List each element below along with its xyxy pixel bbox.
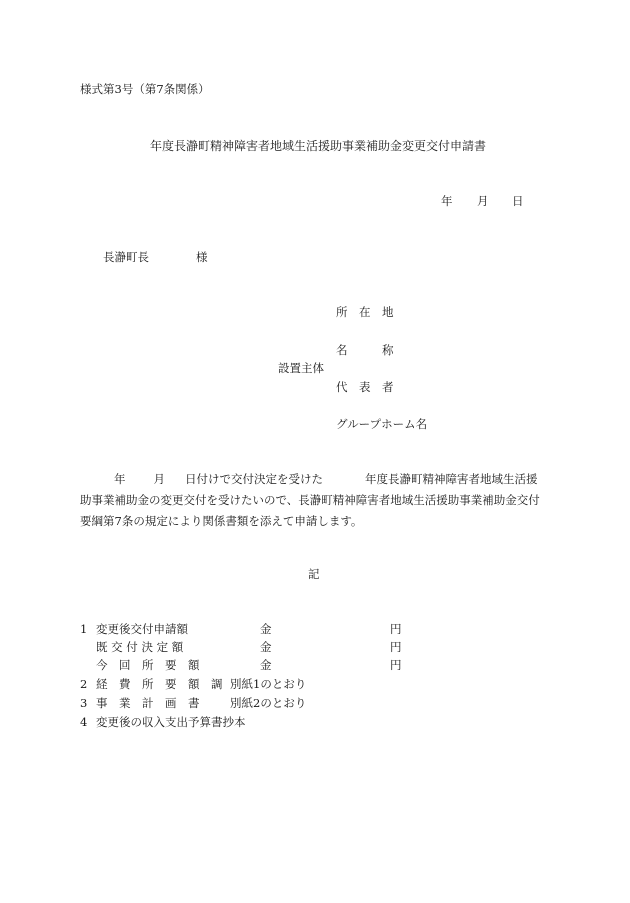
item-3-number: 3 [80,696,88,710]
date-year-label: 年 [441,194,453,208]
ki-heading: 記 [308,567,320,581]
address-label: 所 在 地 [336,305,394,319]
item-1-label: 変更後交付申請額 [96,622,188,636]
name-label: 名 称 [336,343,394,357]
body-text-1: 日付けで交付決定を受けた [185,472,323,486]
document-title: 年度長瀞町精神障害者地域生活援助事業補助金変更交付申請書 [150,139,487,153]
body-month: 月 [153,472,165,486]
item-2-note: 別紙1のとおり [230,677,307,691]
item-current-unit: 円 [390,658,402,672]
representative-label: 代 表 者 [336,380,394,394]
body-text-2: 年度長瀞町精神障害者地域生活援 [365,472,538,486]
item-current-currency: 金 [260,658,272,672]
item-3-note: 別紙2のとおり [230,696,307,710]
item-4-number: 4 [80,715,88,729]
grouphome-name-label: グループホーム名 [336,417,428,431]
addressee-honorific: 様 [196,250,208,264]
body-year: 年 [114,472,126,486]
form-number: 様式第3号（第7条関係） [80,82,210,96]
item-2-label: 経 費 所 要 額 調 [96,677,223,691]
date-month-label: 月 [477,194,489,208]
item-1-number: 1 [80,622,88,636]
body-line-2: 助事業補助金の変更交付を受けたいので、長瀞町精神障害者地域生活援助事業補助金交付 [80,493,540,507]
body-line-3: 要綱第7条の規定により関係書類を添えて申請します。 [80,514,363,528]
addressee-name: 長瀞町長 [103,250,149,264]
item-1-currency: 金 [260,622,272,636]
item-4-label: 変更後の収入支出予算書抄本 [96,715,246,729]
item-existing-unit: 円 [390,640,402,654]
item-existing-currency: 金 [260,640,272,654]
establisher-label: 設置主体 [278,361,324,375]
application-body [80,469,558,532]
item-3-label: 事 業 計 画 書 [96,696,200,710]
item-2-number: 2 [80,677,88,691]
date-day-label: 日 [512,194,524,208]
item-current-label: 今 回 所 要 額 [96,658,200,672]
item-existing-label: 既 交 付 決 定 額 [96,640,184,654]
item-1-unit: 円 [390,622,402,636]
